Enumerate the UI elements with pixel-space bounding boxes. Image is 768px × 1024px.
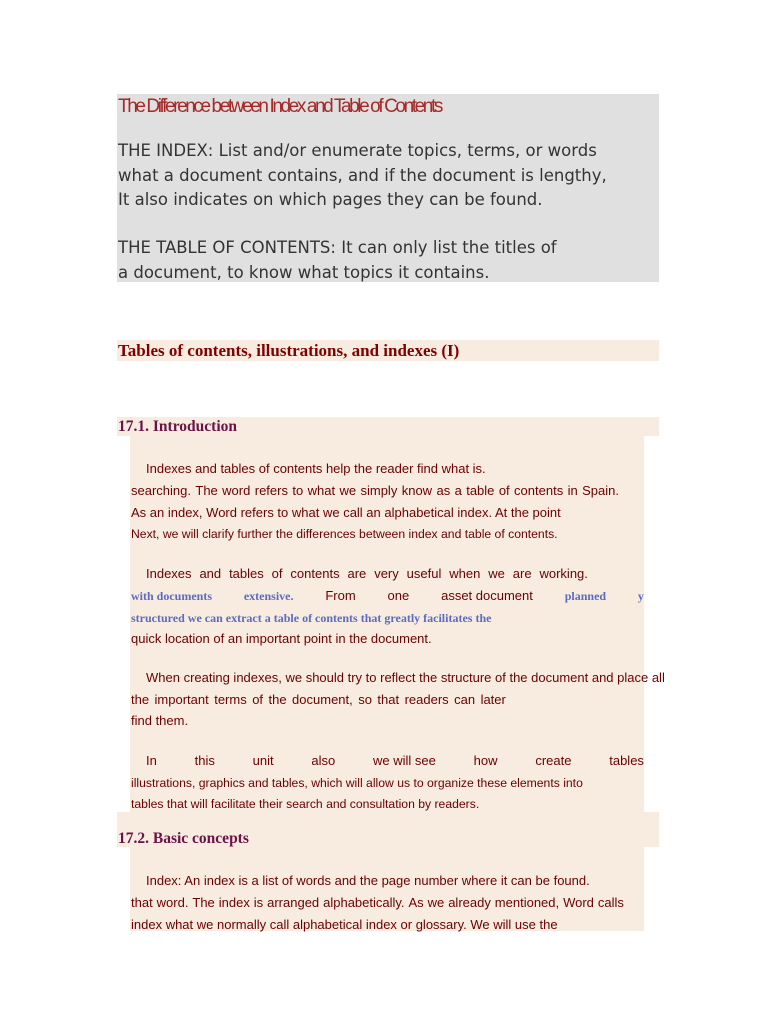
word: mentioned, bbox=[494, 895, 560, 910]
word: are bbox=[512, 566, 532, 581]
word: we bbox=[427, 895, 445, 910]
word: In bbox=[146, 753, 157, 768]
para3-line: find them. bbox=[131, 713, 189, 728]
word: what bbox=[307, 483, 336, 498]
basic-line: index what we normally call alphabetical index or glossary. We will use the bbox=[131, 917, 558, 932]
intro-title: The Difference between Index and Table of Contents bbox=[118, 96, 441, 117]
word: already bbox=[448, 895, 491, 910]
para4-justified-line bbox=[146, 750, 644, 772]
word: a bbox=[454, 483, 462, 498]
word: Word bbox=[563, 895, 594, 910]
word: can bbox=[454, 692, 476, 707]
word: also bbox=[311, 753, 336, 768]
word: searching. bbox=[131, 483, 191, 498]
para4-line: tables that will facilitate their search and consultation by readers. bbox=[131, 797, 480, 811]
word: of bbox=[498, 483, 510, 498]
para2-fragment: one bbox=[387, 588, 410, 603]
para1-line: Next, we will clarify further the differences between index and table of contents. bbox=[131, 527, 558, 541]
word: The bbox=[195, 483, 218, 498]
para2-justified-line bbox=[146, 563, 588, 585]
word: useful bbox=[406, 566, 442, 581]
word: readers bbox=[404, 692, 449, 707]
word: word bbox=[222, 483, 251, 498]
word: word. bbox=[156, 895, 189, 910]
word: the bbox=[268, 692, 287, 707]
para4-line: illustrations, graphics and tables, which will allow us to organize these elements into bbox=[131, 776, 583, 790]
word: as bbox=[436, 483, 451, 498]
word: create bbox=[535, 753, 572, 768]
word: simply bbox=[360, 483, 398, 498]
word: that bbox=[131, 895, 153, 910]
toc-definition bbox=[118, 236, 557, 285]
para2-line: quick location of an important point in the document. bbox=[131, 631, 432, 646]
para2-fragment: asset document bbox=[441, 588, 533, 603]
para1-line: Indexes and tables of contents help the reader find what is. bbox=[146, 461, 486, 476]
word: terms bbox=[214, 692, 247, 707]
word: is bbox=[253, 895, 264, 910]
word: and bbox=[199, 566, 222, 581]
para2-mixed-line bbox=[131, 585, 644, 607]
word: arranged bbox=[267, 895, 320, 910]
word: very bbox=[374, 566, 399, 581]
word: the bbox=[131, 692, 150, 707]
basic-line: Index: An index is a list of words and the page number where it can be found. bbox=[146, 873, 590, 888]
word: Indexes bbox=[146, 566, 192, 581]
para1-line: As an index, Word refers to what we call an alphabetical index. At the point bbox=[131, 505, 561, 520]
word: index bbox=[218, 895, 250, 910]
para2-fragment: extensive. bbox=[243, 589, 294, 603]
word: this bbox=[194, 753, 215, 768]
word: working. bbox=[539, 566, 588, 581]
basic-justified-line bbox=[131, 892, 624, 914]
toc-line: a document, to know what topics it contains. bbox=[118, 262, 490, 282]
index-definition bbox=[118, 139, 607, 213]
word: we bbox=[488, 566, 505, 581]
word: know bbox=[401, 483, 433, 498]
index-line: It also indicates on which pages they can be found. bbox=[118, 190, 543, 209]
word: tables bbox=[229, 566, 264, 581]
section-title: Tables of contents, illustrations, and indexes (I) bbox=[118, 341, 460, 360]
word: unit bbox=[252, 753, 274, 768]
word: of bbox=[252, 692, 264, 707]
para3-line: When creating indexes, we should try to reflect the structure of the document and place all bbox=[146, 670, 665, 685]
word: how bbox=[473, 753, 498, 768]
para2-fragment: planned bbox=[564, 589, 607, 603]
para3-justified-line bbox=[131, 689, 506, 711]
para1-justified-line bbox=[131, 480, 619, 502]
word: we bbox=[339, 483, 357, 498]
para2-fragment: y bbox=[637, 589, 644, 603]
word: contents bbox=[290, 566, 340, 581]
word: contents bbox=[514, 483, 564, 498]
word: alphabetically. bbox=[323, 895, 405, 910]
word: that bbox=[377, 692, 400, 707]
word: document, bbox=[292, 692, 353, 707]
index-line: what a document contains, and if the document is lengthy, bbox=[118, 165, 607, 185]
basic-concepts-heading: 17.2. Basic concepts bbox=[118, 830, 249, 847]
word: important bbox=[154, 692, 209, 707]
word: The bbox=[192, 895, 215, 910]
para2-fragment: From bbox=[325, 588, 356, 603]
word: we will see bbox=[373, 753, 436, 768]
word: of bbox=[271, 566, 283, 581]
word: so bbox=[358, 692, 372, 707]
intro-heading: 17.1. Introduction bbox=[118, 418, 237, 435]
word: refers bbox=[254, 483, 288, 498]
index-line: THE INDEX: List and/or enumerate topics, terms, or words bbox=[118, 141, 597, 160]
word: Spain. bbox=[582, 483, 619, 498]
word: calls bbox=[597, 895, 624, 910]
para2-fragment: with documents bbox=[131, 589, 213, 603]
word: are bbox=[347, 566, 367, 581]
word: As bbox=[408, 895, 424, 910]
word: to bbox=[292, 483, 304, 498]
para2-line-emphasis: structured we can extract a table of contents that greatly facilitates the bbox=[131, 611, 492, 625]
word: table bbox=[466, 483, 495, 498]
word: tables bbox=[609, 753, 644, 768]
word: when bbox=[449, 566, 481, 581]
word: in bbox=[567, 483, 578, 498]
toc-line: THE TABLE OF CONTENTS: It can only list the titles of bbox=[118, 238, 557, 257]
word: later bbox=[480, 692, 506, 707]
